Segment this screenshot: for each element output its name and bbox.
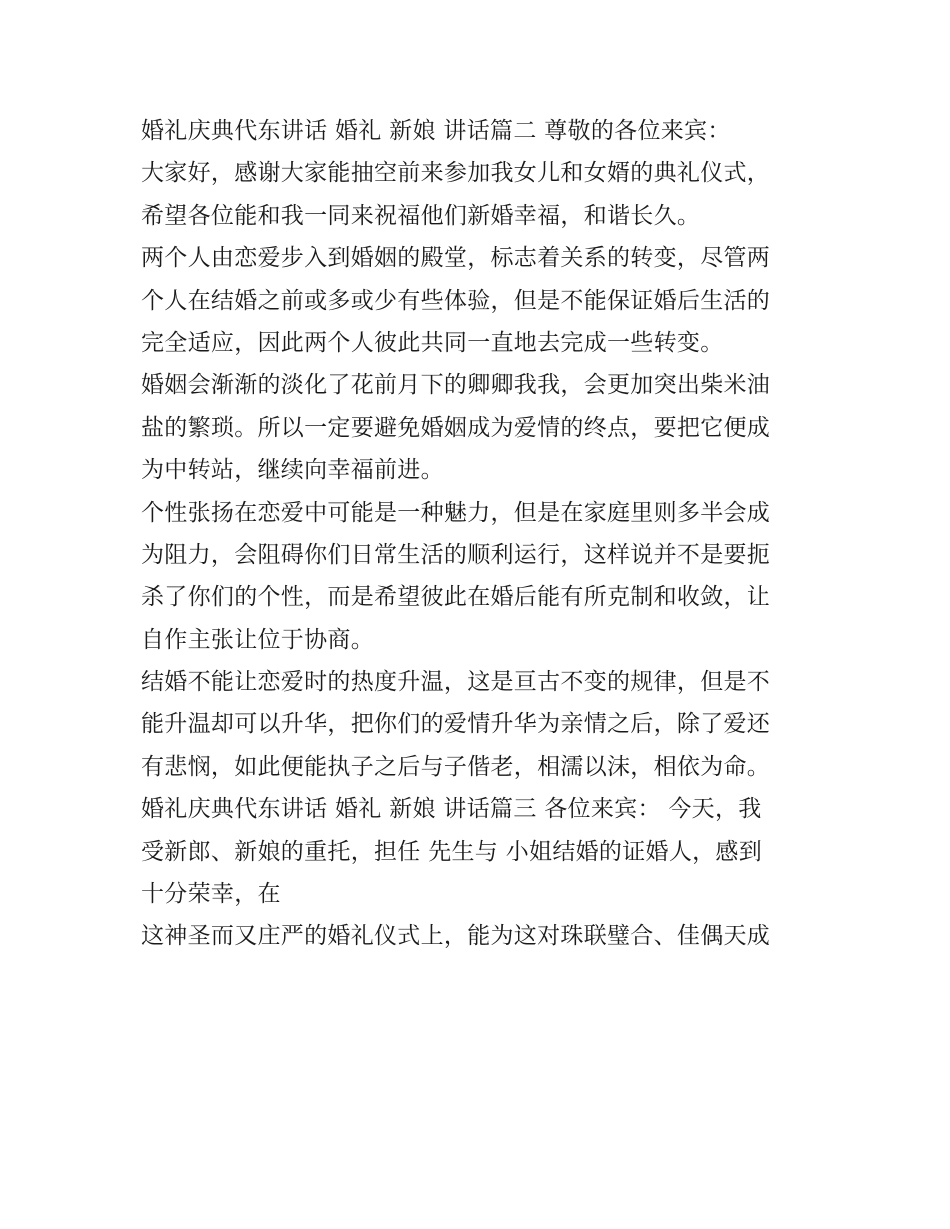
text-line: 十分荣幸，在: [141, 881, 281, 908]
text-line: 盐的繁琐。所以一定要避免婚姻成为爱情的终点，要把它便成: [141, 414, 771, 441]
text-line: 个人在结婚之前或多或少有些体验，但是不能保证婚后生活的: [141, 287, 771, 314]
text-line: 婚礼庆典代东讲话 婚礼 新娘 讲话篇三 各位来宾： 今天，我: [141, 796, 762, 823]
text-line: 结婚不能让恋爱时的热度升温，这是亘古不变的规律，但是不: [141, 669, 771, 696]
text-line: 大家好，感谢大家能抽空前来参加我女儿和女婿的典礼仪式，: [141, 160, 771, 187]
text-line: 个性张扬在恋爱中可能是一种魅力，但是在家庭里则多半会成: [141, 499, 771, 526]
text-line: 希望各位能和我一同来祝福他们新婚幸福，和谐长久。: [141, 202, 701, 229]
text-line: 为中转站，继续向幸福前进。: [141, 457, 444, 484]
text-line: 这神圣而又庄严的婚礼仪式上，能为这对珠联璧合、佳偶天成: [141, 923, 771, 950]
text-line: 杀了你们的个性，而是希望彼此在婚后能有所克制和收敛，让: [141, 584, 771, 611]
document-body: [141, 110, 821, 958]
text-line: 婚姻会渐渐的淡化了花前月下的卿卿我我，会更加突出柴米油: [141, 372, 771, 399]
text-line: 能升温却可以升华，把你们的爱情升华为亲情之后，除了爱还: [141, 711, 771, 738]
text-line: 完全适应，因此两个人彼此共同一直地去完成一些转变。: [141, 329, 724, 356]
text-line: 为阻力，会阻碍你们日常生活的顺利运行，这样说并不是要扼: [141, 541, 771, 568]
text-line: 自作主张让位于协商。: [141, 626, 374, 653]
text-line: 有悲悯，如此便能执子之后与子偕老，相濡以沫，相依为命。: [141, 753, 771, 780]
text-line: 受新郎、新娘的重托，担任 先生与 小姐结婚的证婚人，感到: [141, 838, 763, 865]
text-line: 两个人由恋爱步入到婚姻的殿堂，标志着关系的转变，尽管两: [141, 245, 771, 272]
text-line: 婚礼庆典代东讲话 婚礼 新娘 讲话篇二 尊敬的各位来宾：: [141, 118, 731, 144]
